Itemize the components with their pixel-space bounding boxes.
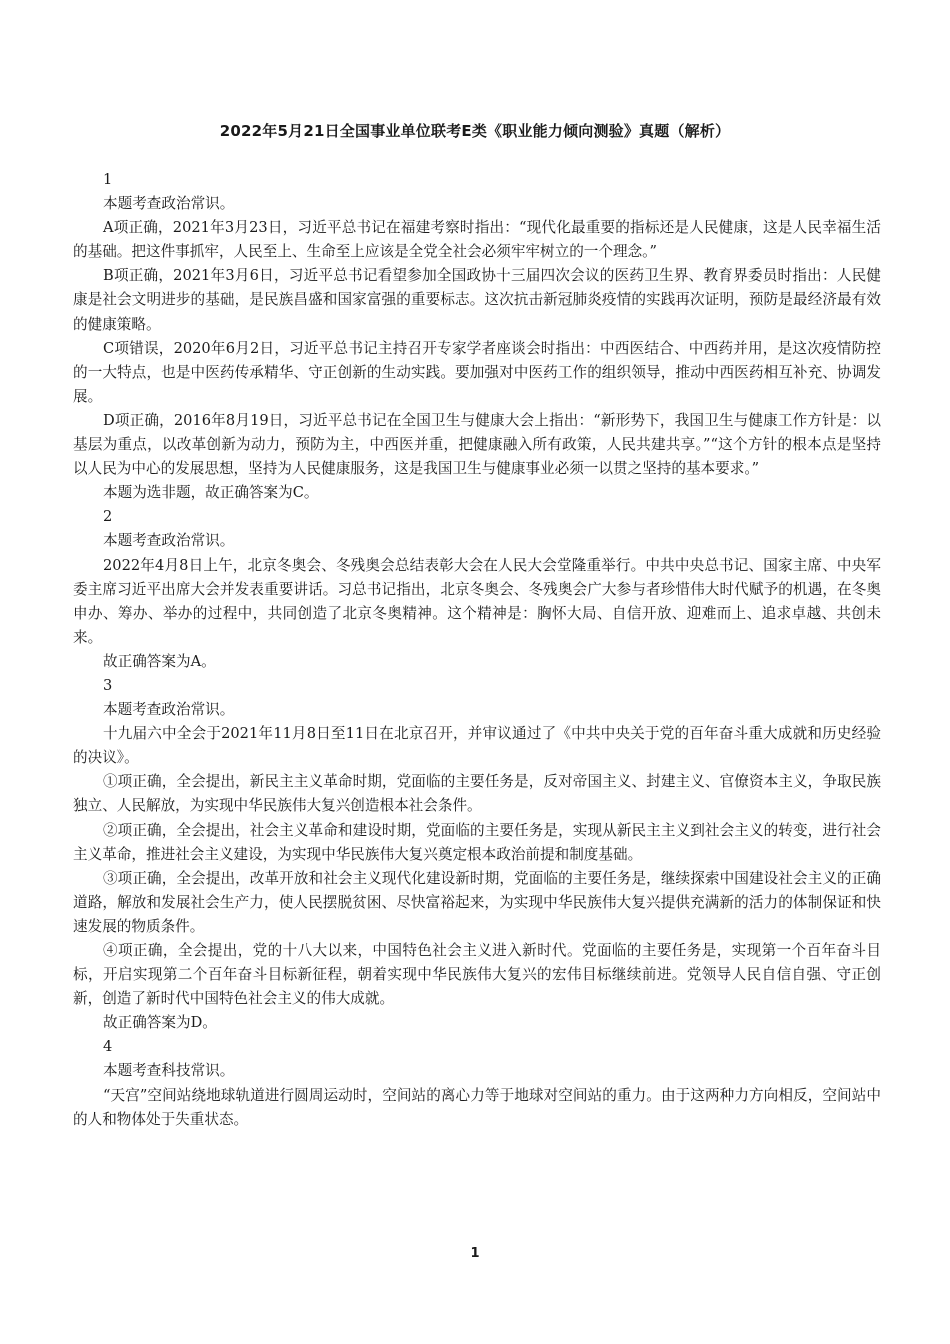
question-number: 1	[103, 171, 113, 188]
question-number: 2	[103, 508, 113, 526]
paragraph: 本题考查政治常识。	[103, 701, 235, 719]
paragraph: B项正确，2021年3月6日，习近平总书记看望参加全国政协十三届四次会议的医药卫生界、教育界委员时指出：人民健康是社会文明进步的基础，是民族昌盛和国家富强的重要标志。这次抗击新冠肺炎疫情的实践再次证明，预防是最经济最有效的健康策略。	[73, 267, 881, 333]
paragraph: 本题考查政治常识。	[103, 195, 235, 213]
paragraph: A项正确，2021年3月23日，习近平总书记在福建考察时指出：“现代化最重要的指标还是人民健康，这是人民幸福生活的基础。把这件事抓牢，人民至上、生命至上应该是全党全社会必须牢牢树立的一个理念。”	[73, 219, 881, 261]
answer-line: 故正确答案为D。	[103, 1014, 217, 1032]
paragraph: 十九届六中全会于2021年11月8日至11日在北京召开，并审议通过了《中共中央关于党的百年奋斗重大成就和历史经验的决议》。	[73, 725, 881, 767]
paragraph: 本题考查政治常识。	[103, 532, 235, 550]
paragraph: “天宫”空间站绕地球轨道进行圆周运动时，空间站的离心力等于地球对空间站的重力。由于这两种力方向相反，空间站中的人和物体处于失重状态。	[73, 1086, 881, 1128]
paragraph: C项错误，2020年6月2日，习近平总书记主持召开专家学者座谈会时指出：中西医结合、中西药并用，是这次疫情防控的一大特点，也是中医药传承精华、守正创新的生动实践。要加强对中医药工作的组织领导，推动中西医药相互补充、协调发展。	[73, 339, 881, 405]
paragraph: ②项正确，全会提出，社会主义革命和建设时期，党面临的主要任务是，实现从新民主主义到社会主义的转变，进行社会主义革命，推进社会主义建设，为实现中华民族伟大复兴奠定根本政治前提和制度基础。	[73, 821, 881, 863]
page-number: 1	[470, 1246, 480, 1261]
question-number: 3	[103, 676, 113, 694]
answer-line: 故正确答案为A。	[103, 652, 216, 670]
paragraph: ④项正确，全会提出，党的十八大以来，中国特色社会主义进入新时代。党面临的主要任务是，实现第一个百年奋斗目标，开启实现第二个百年奋斗目标新征程，朝着实现中华民族伟大复兴的宏伟目标继续前进。党领导人民自信自强、守正创新，创造了新时代中国特色社会主义的伟大成就。	[73, 942, 881, 1008]
document-body	[73, 168, 881, 1132]
paragraph: ①项正确，全会提出，新民主主义革命时期，党面临的主要任务是，反对帝国主义、封建主义、官僚资本主义，争取民族独立、人民解放，为实现中华民族伟大复兴创造根本社会条件。	[73, 773, 881, 815]
paragraph: D项正确，2016年8月19日，习近平总书记在全国卫生与健康大会上指出：“新形势下，我国卫生与健康工作方针是：以基层为重点，以改革创新为动力，预防为主，中西医并重，把健康融入所有政策，人民共建共享。”“这个方针的根本点是坚持以人民为中心的发展思想，坚持为人民健康服务，这是我国卫生与健康事业必须一以贯之坚持的基本要求。”	[73, 411, 881, 478]
paragraph: 2022年4月8日上午，北京冬奥会、冬残奥会总结表彰大会在人民大会堂隆重举行。中共中央总书记、国家主席、中央军委主席习近平出席大会并发表重要讲话。习总书记指出，北京冬奥会、冬残奥会广大参与者珍惜伟大时代赋予的机遇，在冬奥申办、筹办、举办的过程中，共同创造了北京冬奥精神。这个精神是：胸怀大局、自信开放、迎难而上、追求卓越、共创未来。	[73, 556, 881, 646]
question-number: 4	[103, 1038, 113, 1056]
answer-line: 本题为选非题，故正确答案为C。	[103, 484, 319, 502]
paragraph: 本题考查科技常识。	[103, 1062, 235, 1080]
paragraph: ③项正确，全会提出，改革开放和社会主义现代化建设新时期，党面临的主要任务是，继续探索中国建设社会主义的正确道路，解放和发展社会生产力，使人民摆脱贫困、尽快富裕起来，为实现中华民族伟大复兴提供充满新的活力的体制保证和快速发展的物质条件。	[73, 869, 881, 935]
page-title: 2022年5月21日全国事业单位联考E类《职业能力倾向测验》真题（解析）	[219, 122, 731, 140]
